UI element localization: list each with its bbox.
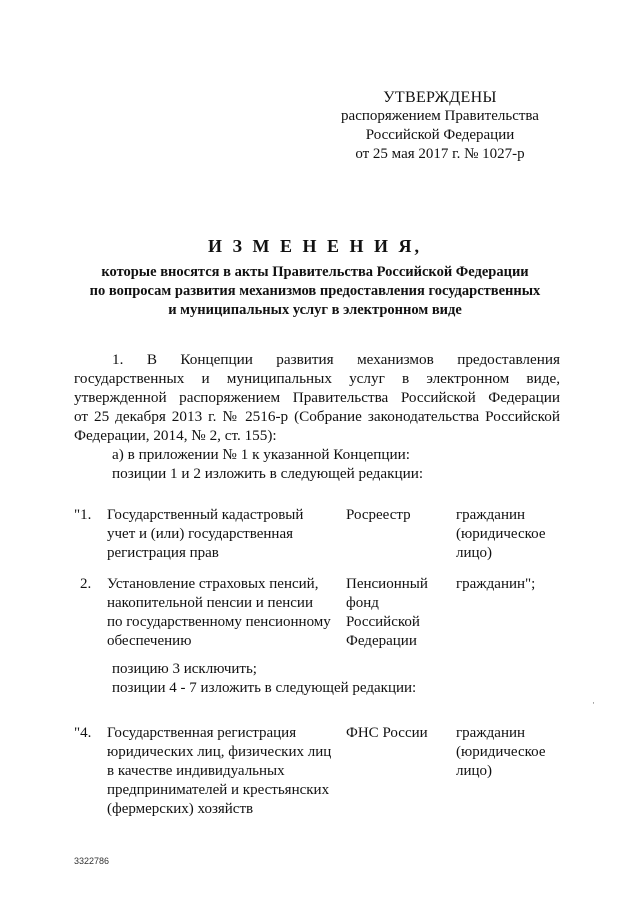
row-applicant	[456, 575, 560, 594]
scan-mark: ·	[592, 698, 595, 708]
service-name-line: Государственный кадастровый	[107, 507, 304, 523]
service-name-line: Государственная регистрация	[107, 725, 297, 741]
intro-line: от 25 декабря 2013 г. № 2516-р (Собрание законодательства Российской	[74, 408, 560, 425]
row-agency	[346, 724, 446, 743]
intro-subitem: позиции 1 и 2 изложить в следующей редакции:	[112, 465, 424, 482]
intro-line: 1. В Концепции развития механизмов предоставления	[112, 351, 560, 368]
document-title	[60, 236, 570, 320]
document-number: 3322786	[74, 856, 110, 866]
service-name-line: юридических лиц, физических лиц	[107, 744, 332, 760]
service-name-line: (фермерских) хозяйств	[107, 801, 254, 817]
row-applicant	[456, 506, 560, 563]
row-number: 2.	[80, 576, 92, 592]
approval-date-line: от 25 мая 2017 г. № 1027-р	[355, 146, 525, 162]
row-service-name	[107, 575, 345, 651]
row-number: "1.	[74, 507, 92, 523]
intro-subitem: а) в приложении № 1 к указанной Концепции:	[112, 446, 410, 463]
intro-line: Федерации, 2014, № 2, ст. 155):	[74, 427, 277, 444]
agency-line: ФНС России	[346, 725, 428, 741]
row-agency	[346, 575, 446, 651]
row-number: "4.	[74, 725, 92, 741]
service-name-line: накопительной пенсии и пенсии	[107, 595, 313, 611]
service-name-line: Установление страховых пенсий,	[107, 576, 319, 592]
row-agency	[346, 506, 446, 525]
service-name-line: регистрация прав	[107, 545, 219, 561]
intro-line: утвержденной распоряжением Правительства Российской Федерации	[74, 389, 560, 406]
service-name-line: учет и (или) государственная	[107, 526, 293, 542]
applicant-line: (юридическое	[456, 526, 546, 542]
title-main: И З М Е Н Е Н И Я,	[207, 236, 422, 256]
service-name-line: предпринимателей и крестьянских	[107, 782, 330, 798]
amendment-instructions	[112, 660, 416, 698]
agency-line: фонд	[346, 595, 379, 611]
applicant-line: лицо)	[456, 763, 493, 779]
agency-line: Федерации	[346, 633, 417, 649]
instruction-line: позиции 4 - 7 изложить в следующей редакции:	[112, 680, 417, 696]
approval-line: Российской Федерации	[365, 127, 515, 143]
row-service-name	[107, 506, 345, 563]
title-subline: которые вносятся в акты Правительства Российской Федерации	[101, 264, 529, 280]
applicant-line: лицо)	[456, 545, 493, 561]
instruction-line: позицию 3 исключить;	[112, 661, 257, 677]
intro-line: государственных и муниципальных услуг в электронном виде,	[74, 370, 560, 387]
agency-line: Пенсионный	[346, 576, 428, 592]
title-subline: и муниципальных услуг в электронном виде	[168, 302, 462, 318]
approval-block	[330, 88, 550, 164]
approval-line: распоряжением Правительства	[341, 108, 539, 124]
agency-line: Российской	[346, 614, 420, 630]
applicant-line: гражданин";	[456, 576, 536, 592]
row-service-name	[107, 724, 345, 819]
service-name-line: в качестве индивидуальных	[107, 763, 285, 779]
approval-heading: УТВЕРЖДЕНЫ	[383, 89, 497, 106]
applicant-line: гражданин	[456, 725, 526, 741]
applicant-line: гражданин	[456, 507, 526, 523]
service-name-line: обеспечению	[107, 633, 192, 649]
service-name-line: по государственному пенсионному	[107, 614, 331, 630]
applicant-line: (юридическое	[456, 744, 546, 760]
title-subline: по вопросам развития механизмов предоставления государственных	[89, 283, 541, 299]
row-applicant	[456, 724, 560, 781]
intro-paragraph	[74, 350, 560, 483]
agency-line: Росреестр	[346, 507, 411, 523]
